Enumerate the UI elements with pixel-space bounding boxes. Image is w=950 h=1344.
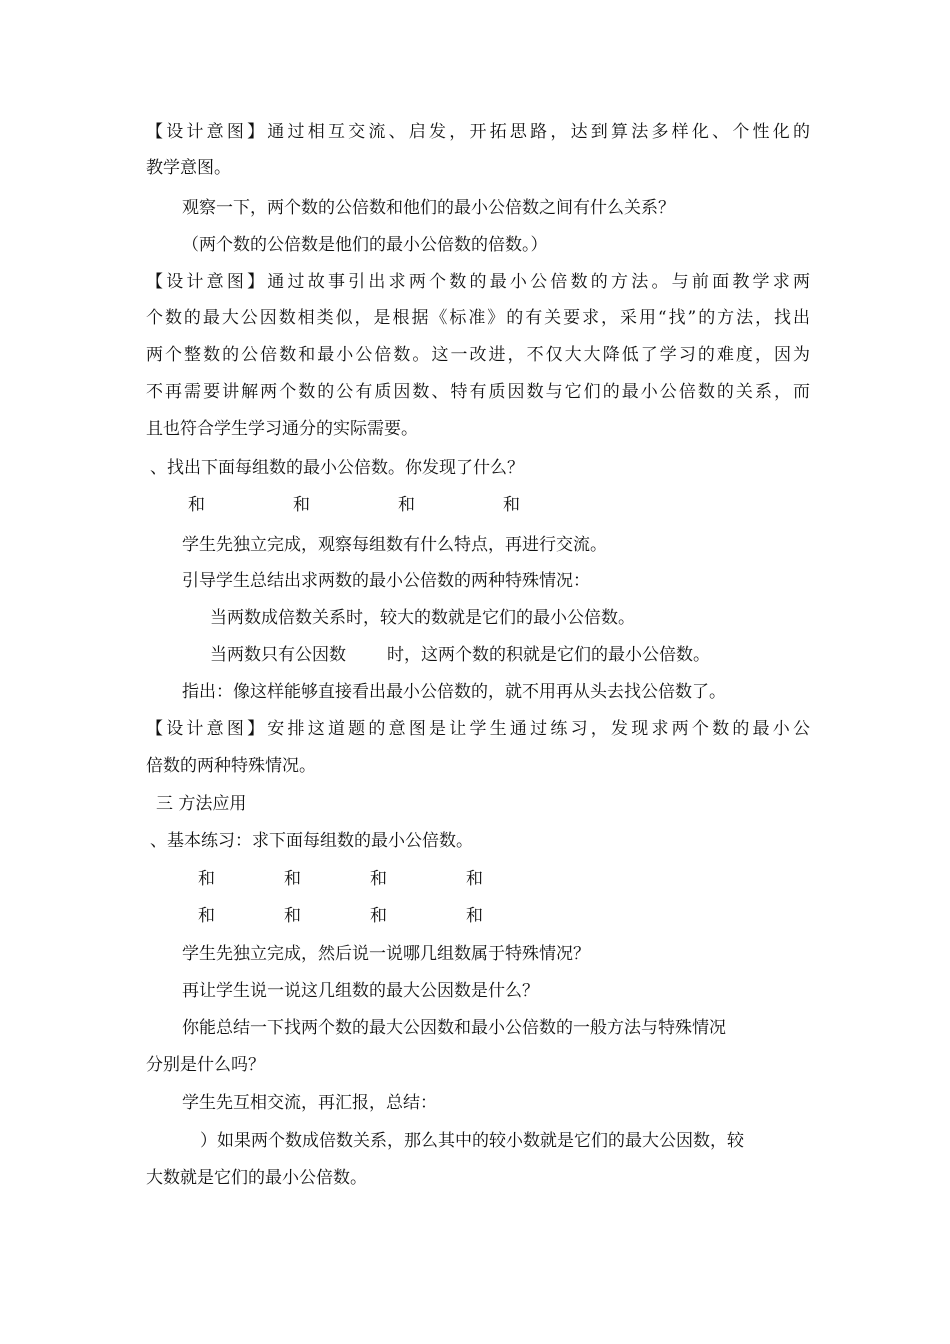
observe-answer: （两个数的公倍数是他们的最小公倍数的倍数。） xyxy=(182,235,548,255)
and-word: 和 xyxy=(466,869,483,889)
observe-question: 观察一下，两个数的公倍数和他们的最小公倍数之间有什么关系？ xyxy=(182,198,675,218)
students-gcd-note: 再让学生说一说这几组数的最大公因数是什么？ xyxy=(182,981,539,1001)
and-word: 和 xyxy=(284,869,301,889)
special-case-2-part-1: 当两数只有公因数 xyxy=(210,645,346,665)
and-word: 和 xyxy=(398,495,415,515)
and-word: 和 xyxy=(284,906,301,926)
and-word: 和 xyxy=(188,495,205,515)
students-complete-note: 学生先独立完成，观察每组数有什么特点，再进行交流。 xyxy=(182,535,607,555)
special-case-2-part-2: 时，这两个数的积就是它们的最小公倍数。 xyxy=(387,645,710,665)
and-word: 和 xyxy=(370,869,387,889)
and-word: 和 xyxy=(466,906,483,926)
and-word: 和 xyxy=(503,495,520,515)
summary-question-line-2: 分别是什么吗？ xyxy=(146,1055,265,1075)
design-intent-3-line-1: 【设计意图】安排这道题的意图是让学生通过练习，发现求两个数的最小公 xyxy=(146,719,810,739)
and-word: 和 xyxy=(293,495,310,515)
and-word: 和 xyxy=(198,906,215,926)
design-intent-2-line-1: 【设计意图】通过故事引出求两个数的最小公倍数的方法。与前面教学求两 xyxy=(146,272,810,292)
and-word: 和 xyxy=(198,869,215,889)
design-intent-3-line-2: 倍数的两种特殊情况。 xyxy=(146,756,316,776)
and-word: 和 xyxy=(370,906,387,926)
students-special-case-note: 学生先独立完成，然后说一说哪几组数属于特殊情况？ xyxy=(182,944,590,964)
conclusion-line-2: 大数就是它们的最小公倍数。 xyxy=(146,1168,367,1188)
summary-question-line-1: 你能总结一下找两个数的最大公因数和最小公倍数的一般方法与特殊情况 xyxy=(182,1018,726,1038)
design-intent-2-line-2: 个数的最大公因数相类似，是根据《标准》的有关要求，采用“找”的方法，找出 xyxy=(146,308,810,328)
design-intent-2-line-4: 不再需要讲解两个数的公有质因数、特有质因数与它们的最小公倍数的关系，而 xyxy=(146,382,810,402)
conclusion-line-1: ）如果两个数成倍数关系，那么其中的较小数就是它们的最大公因数，较 xyxy=(200,1131,744,1151)
exercise-find-lcm-heading: 、找出下面每组数的最小公倍数。你发现了什么？ xyxy=(150,458,524,478)
guide-summary-note: 引导学生总结出求两数的最小公倍数的两种特殊情况： xyxy=(182,571,590,591)
design-intent-2-line-3: 两个整数的公倍数和最小公倍数。这一改进，不仅大大降低了学习的难度，因为 xyxy=(146,345,810,365)
design-intent-1-line-1: 【设计意图】通过相互交流、启发，开拓思路，达到算法多样化、个性化的 xyxy=(146,122,810,142)
basic-practice-heading: 、基本练习：求下面每组数的最小公倍数。 xyxy=(150,831,473,851)
design-intent-1-line-2: 教学意图。 xyxy=(146,158,231,178)
special-case-1: 当两数成倍数关系时，较大的数就是它们的最小公倍数。 xyxy=(210,608,635,628)
section-three-heading: 三 方法应用 xyxy=(156,794,247,814)
point-out-note: 指出：像这样能够直接看出最小公倍数的，就不用再从头去找公倍数了。 xyxy=(182,682,726,702)
students-report-note: 学生先互相交流，再汇报，总结： xyxy=(182,1093,437,1113)
design-intent-2-line-5: 且也符合学生学习通分的实际需要。 xyxy=(146,419,418,439)
